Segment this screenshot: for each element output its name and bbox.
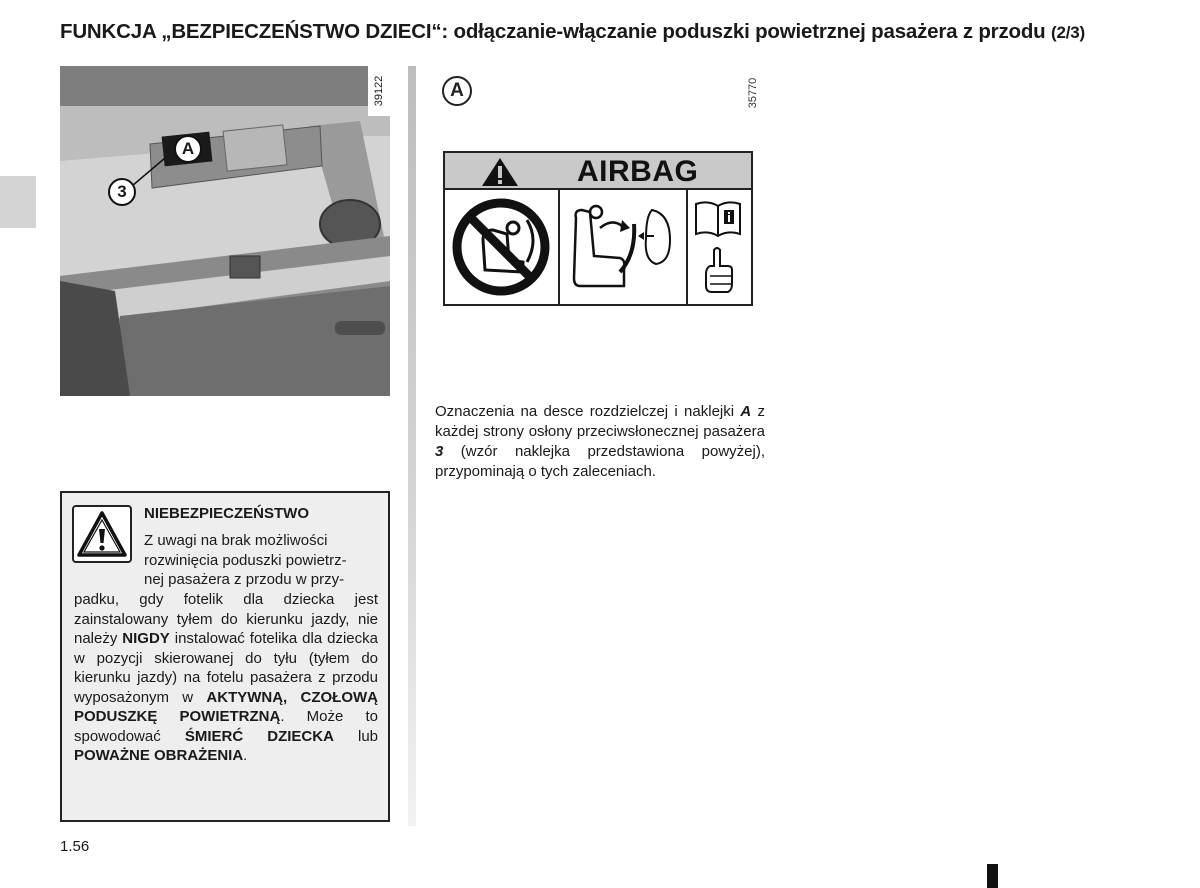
danger-warning-box xyxy=(60,491,390,822)
danger-text: padku, gdy fotelik dla dziecka jest zainstalowany tyłem do kierunku jazdy, nie należy NIGDY instalować fotelika dla dziecka w pozycji skierowanej do tyłu (tyłem do kierunku jazdy) na fotelu pasażera z przodu wyposażonym w AKTYWNĄ, CZOŁOWĄ PODUSZKĘ POWIETRZNĄ. Może to spowodować ŚMIERĆ DZIECKA lub POWAŻNE OBRAŻENIA. xyxy=(74,591,379,764)
page-title-text: FUNKCJA „BEZPIECZEŃSTWO DZIECI“: odłączanie-włączanie poduszki powietrznej pasażera z przodu xyxy=(60,20,1046,43)
chapter-side-tab xyxy=(0,176,36,228)
page-edge-marker xyxy=(987,864,998,888)
danger-icon-frame xyxy=(72,505,132,563)
figure-label-a: A xyxy=(442,76,472,106)
figure-reference-code: 35770 xyxy=(747,77,759,109)
airbag-deploy-seat-icon xyxy=(560,190,684,302)
column-divider xyxy=(408,66,416,826)
no-rear-facing-child-seat-icon xyxy=(445,190,556,302)
warning-triangle-icon xyxy=(481,157,519,187)
page-title-part: (2/3) xyxy=(1050,23,1085,42)
page-title xyxy=(60,20,1180,44)
read-manual-icon xyxy=(688,190,748,302)
danger-title: NIEBEZPIECZEŃSTWO xyxy=(144,505,310,522)
airbag-sticker xyxy=(443,151,753,306)
airbag-sticker-title: AIRBAG xyxy=(577,155,699,188)
airbag-sticker-header xyxy=(445,153,751,190)
body-paragraph: Oznaczenia na desce rozdzielczej i naklejki A z każdej strony osłony przeciwsłonecznej pasażera 3 (wzór naklejka przedstawiona powyżej), przypominają o tych zaleceniach. xyxy=(435,403,765,480)
page-number: 1.56 xyxy=(60,838,90,855)
sticker-cell-manual xyxy=(688,190,751,304)
sun-visor-photo xyxy=(60,66,390,396)
sticker-cell-airbag xyxy=(560,190,688,304)
danger-text-indented: Z uwagi na brak możliwości rozwinięcia poduszki powietrz- nej pasażera z przodu w przy- xyxy=(144,532,347,588)
callout-a: A xyxy=(174,135,202,163)
warning-triangle-icon xyxy=(77,511,127,557)
sun-visor-illustration xyxy=(60,66,390,396)
sticker-cell-prohibition xyxy=(445,190,560,304)
callout-3: 3 xyxy=(108,178,136,206)
photo-reference-code: 39122 xyxy=(368,66,390,116)
